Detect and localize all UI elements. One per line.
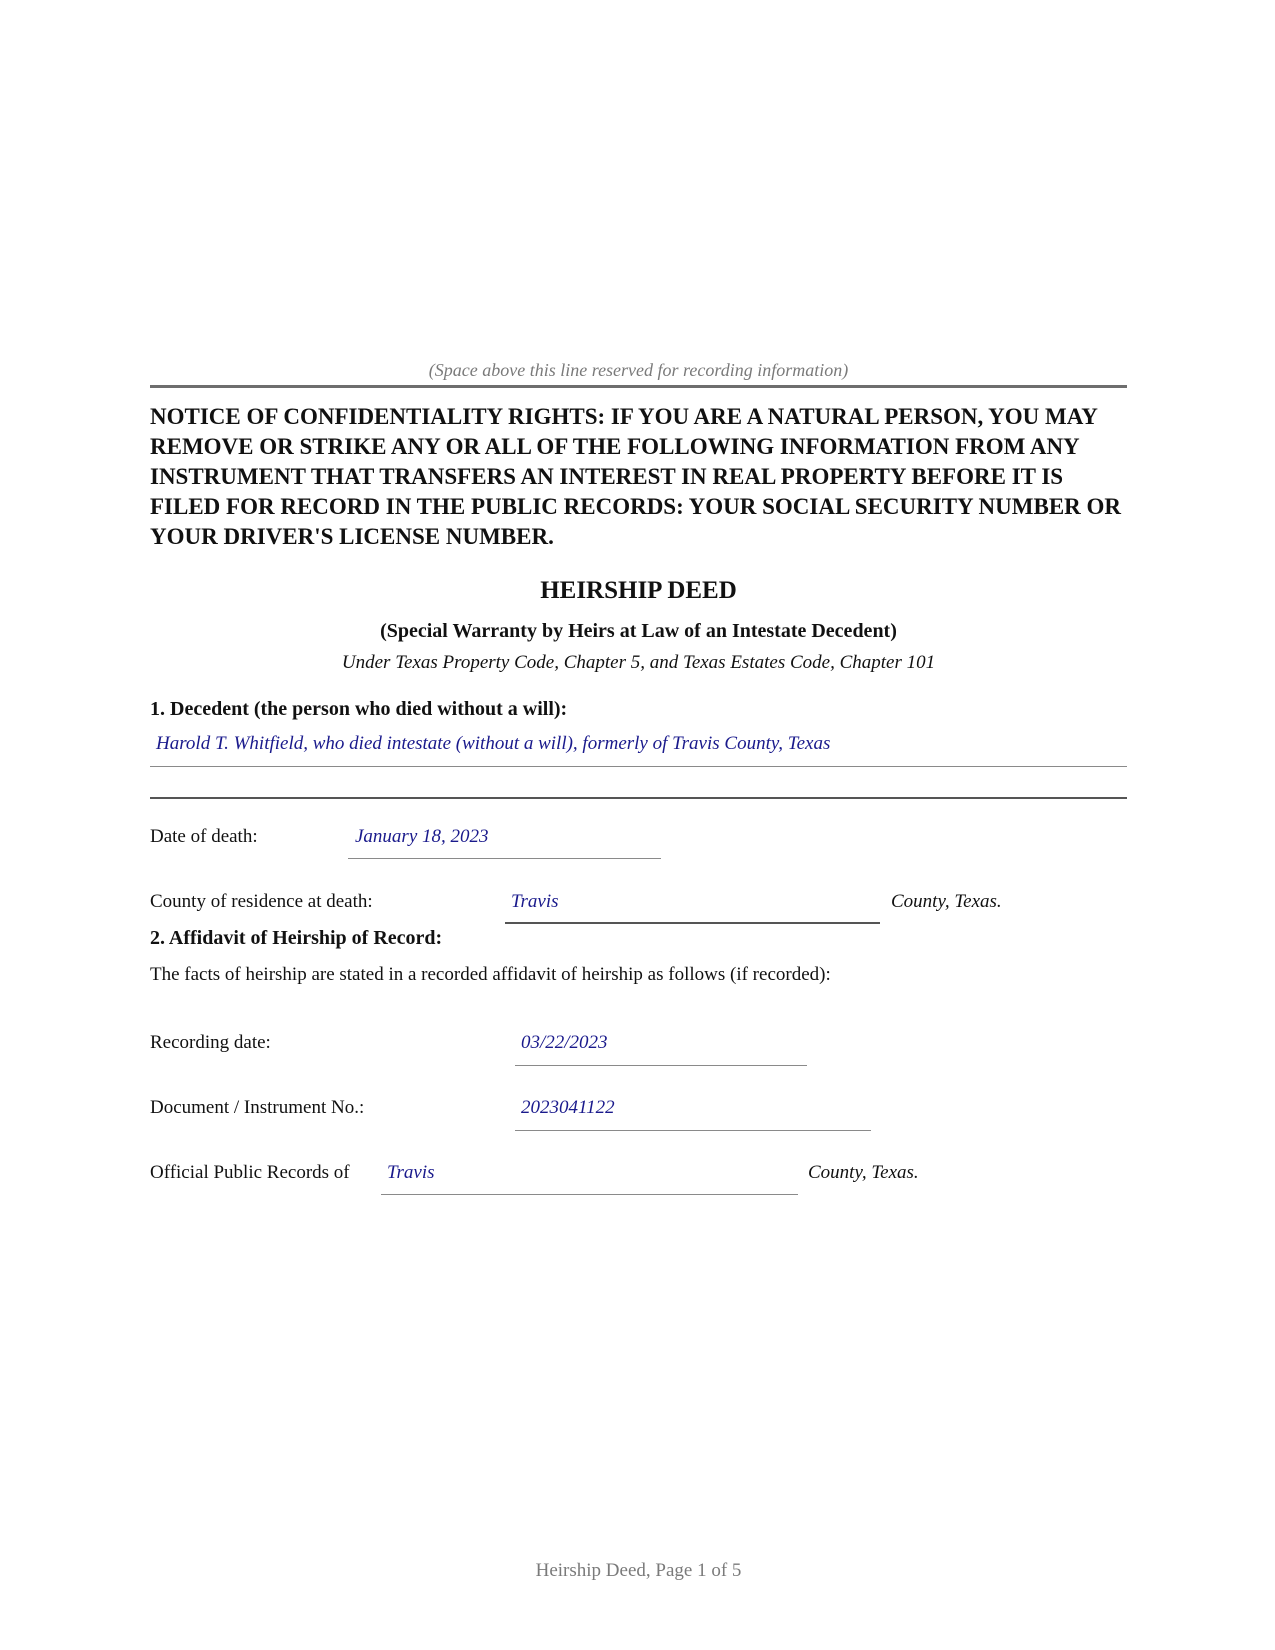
date-of-death-underline	[348, 858, 661, 859]
recording-date-field[interactable]: 03/22/2023	[521, 1032, 608, 1053]
instrument-number-label: Document / Instrument No.:	[150, 1097, 365, 1118]
page-footer: Heirship Deed, Page 1 of 5	[535, 1560, 742, 1581]
county-residence-field[interactable]: Travis	[511, 891, 559, 912]
section-2-heading: 2. Affidavit of Heirship of Record:	[150, 927, 443, 949]
county-residence-underline	[505, 922, 880, 924]
document-title: HEIRSHIP DEED	[540, 577, 737, 604]
county-residence-label: County of residence at death:	[150, 891, 373, 912]
recording-divider	[150, 385, 1127, 388]
public-records-county-field[interactable]: Travis	[387, 1162, 435, 1183]
recording-date-label: Recording date:	[150, 1032, 271, 1053]
section-1-heading: 1. Decedent (the person who died without a will):	[150, 698, 568, 720]
public-records-county-underline	[381, 1194, 798, 1195]
public-records-suffix: County, Texas.	[808, 1162, 919, 1183]
confidentiality-notice: NOTICE OF CONFIDENTIALITY RIGHTS: IF YOU ARE A NATURAL PERSON, YOU MAY REMOVE OR STRIKE ANY OR ALL OF THE FOLLOWING INFORMATION FROM ANY INSTRUMENT THAT TRANSFERS AN INTEREST IN REAL PROPERTY BEFORE IT IS FILED FOR RECORD IN THE PUBLIC RECORDS: YOUR SOCIAL SECURITY NUMBER OR YOUR DRIVER'S LICENSE NUMBER.	[150, 404, 1122, 549]
date-of-death-label: Date of death:	[150, 826, 258, 847]
affidavit-intro: The facts of heirship are stated in a recorded affidavit of heirship as follows (if recorded):	[150, 964, 831, 985]
public-records-label: Official Public Records of	[150, 1162, 350, 1183]
recording-date-underline	[515, 1065, 807, 1066]
date-of-death-field[interactable]: January 18, 2023	[355, 826, 489, 847]
recording-space-note: (Space above this line reserved for recording information)	[428, 360, 849, 380]
instrument-number-underline	[515, 1130, 871, 1131]
document-subtitle: (Special Warranty by Heirs at Law of an Intestate Decedent)	[380, 620, 897, 642]
county-residence-suffix: County, Texas.	[891, 891, 1002, 912]
instrument-number-field[interactable]: 2023041122	[521, 1097, 615, 1118]
decedent-field-underline	[150, 766, 1127, 767]
statute-reference: Under Texas Property Code, Chapter 5, and Texas Estates Code, Chapter 101	[341, 652, 936, 673]
decedent-field[interactable]: Harold T. Whitfield, who died intestate (without a will), formerly of Travis County, Texas	[156, 733, 831, 754]
decedent-second-line	[150, 797, 1127, 799]
